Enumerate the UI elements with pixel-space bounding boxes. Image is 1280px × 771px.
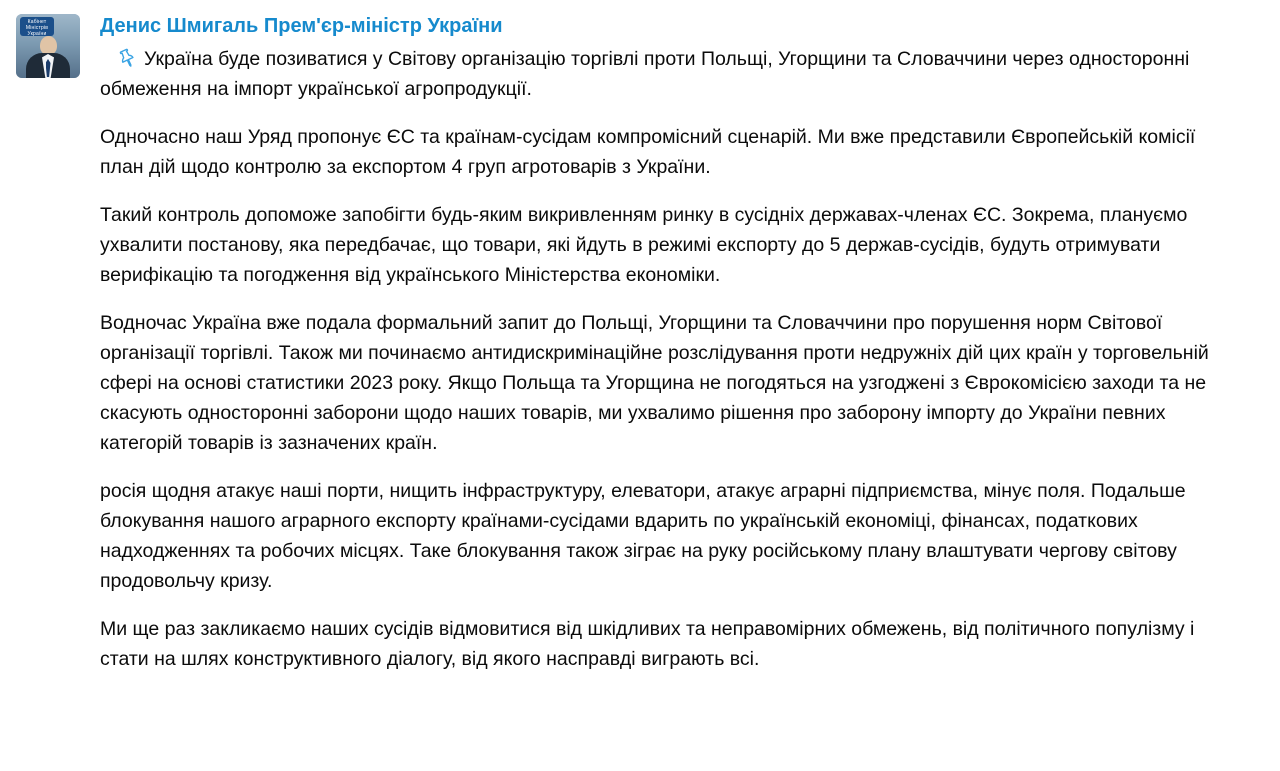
post-body: [100, 44, 1240, 674]
paragraph-5: росія щодня атакує наші порти, нищить інфраструктуру, елеватори, атакує аграрні підприємства, мінує поля. Подальше блокування нашого аграрного експорту країнами-сусідами вдарить по українській економіці, фінансах, податкових надходженнях та робочих місцях. Таке блокування також зіграє на руку російському плану влаштувати чергову світову продовольчу кризу.: [100, 480, 1186, 592]
pushpin-icon: [116, 47, 138, 69]
paragraph-2: Одночасно наш Уряд пропонує ЄС та країнам-сусідам компромісний сценарій. Ми вже представили Європейській комісії план дій щодо контролю за експортом 4 груп агротоварів з України.: [100, 126, 1196, 178]
emblem-line-1: Кабінет: [27, 19, 47, 25]
paragraph-4: Водночас Україна вже подала формальний запит до Польщі, Угорщини та Словаччини про порушення норм Світової організації торгівлі. Також ми починаємо антидискримінаційне розслідування проти недружніх дій цих країн у торговельній сфері на основі статистики 2023 року. Якщо Польща та Угорщина не погодяться на узгоджені з Єврокомісією заходи та не скасують односторонні заборони щодо наших товарів, ми ухвалимо рішення про заборону імпорту до України певних категорій товарів із зазначених країн.: [100, 312, 1209, 454]
emblem-line-2: Міністрів: [25, 25, 49, 31]
avatar[interactable]: [16, 14, 80, 78]
paragraph-1: [100, 44, 1240, 104]
emblem-line-3: України: [27, 31, 47, 37]
paragraph-6: Ми ще раз закликаємо наших сусідів відмовитися від шкідливих та неправомірних обмежень, від політичного популізму і стати на шлях конструктивного діалогу, від якого насправді виграють всі.: [100, 618, 1195, 670]
paragraph-3: Такий контроль допоможе запобігти будь-яким викривленням ринку в сусідніх державах-членах ЄС. Зокрема, плануємо ухвалити постанову, яка передбачає, що товари, які йдуть в режимі експорту до 5 держав-сусідів, будуть отримувати верифікацію та погодження від українського Міністерства економіки.: [100, 204, 1188, 286]
cabinet-of-ministers-emblem: [20, 17, 54, 36]
paragraph-1-text: Україна буде позиватися у Світову організацію торгівлі проти Польщі, Угорщини та Словаччини через односторонні обмеження на імпорт української агропродукції.: [100, 48, 1190, 100]
channel-name[interactable]: Денис Шмигаль Прем'єр-міністр України: [100, 15, 503, 37]
